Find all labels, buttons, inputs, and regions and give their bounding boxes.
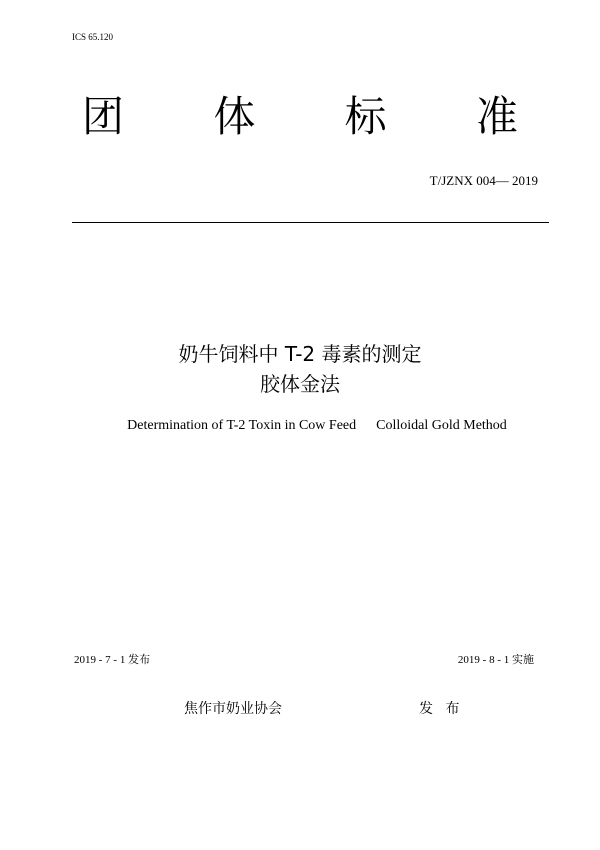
- publish-label: 发 布: [419, 701, 464, 717]
- english-title-part-1: Determination of T-2 Toxin in Cow Feed: [127, 418, 357, 433]
- issue-date: 2019 - 7 - 1 发布: [74, 654, 151, 666]
- ics-code: ICS 65.120: [72, 32, 114, 42]
- standard-type-heading: 团 体 标 准: [81, 92, 557, 141]
- header-divider: [72, 222, 549, 223]
- english-title-part-2: Colloidal Gold Method: [376, 418, 507, 433]
- chinese-title-line-1: 奶牛饲料中 T-2 毒素的测定: [178, 342, 422, 366]
- issuing-organization: 焦作市奶业协会: [184, 701, 282, 717]
- english-title: [0, 418, 600, 434]
- implementation-date: 2019 - 8 - 1 实施: [457, 654, 534, 666]
- standard-code: T/JZNX 004— 2019: [429, 173, 538, 188]
- chinese-title-line-2: 胶体金法: [260, 372, 340, 396]
